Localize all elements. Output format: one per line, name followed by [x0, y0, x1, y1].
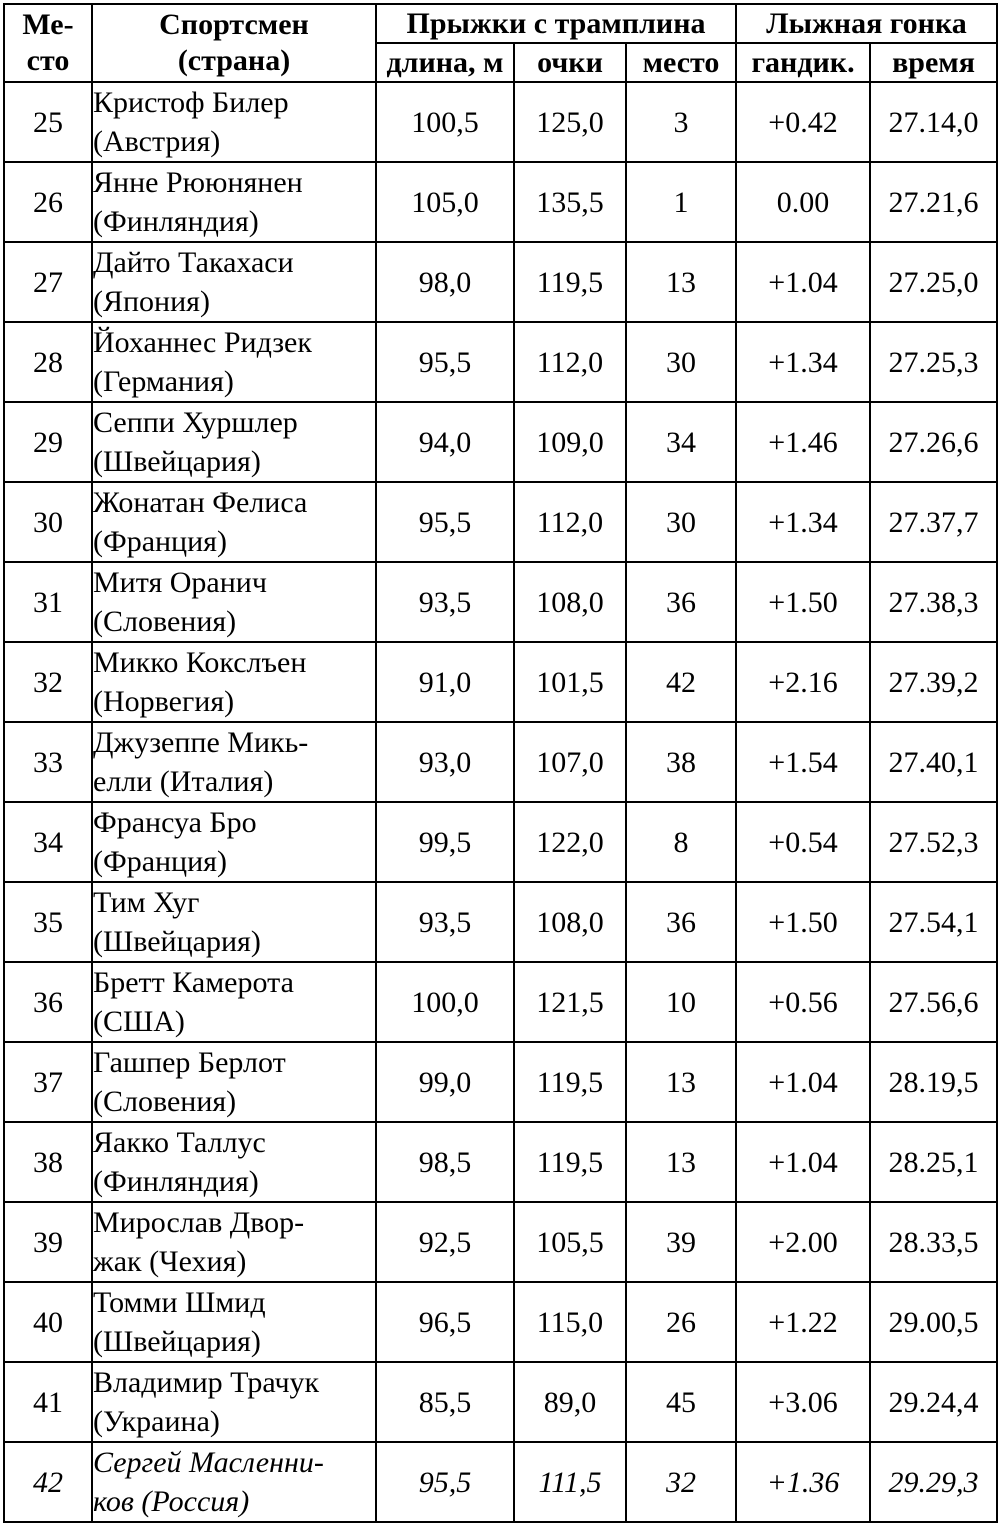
time-cell: 29.24,4 — [870, 1362, 997, 1442]
jump-place-cell: 13 — [626, 1042, 736, 1122]
athlete-cell — [92, 82, 376, 162]
athlete-cell — [92, 722, 376, 802]
time-cell: 27.40,1 — [870, 722, 997, 802]
time-cell: 27.21,6 — [870, 162, 997, 242]
jump-place-header: место — [626, 43, 736, 82]
athlete-name: Франсуа Бро — [93, 806, 257, 839]
athlete-name: Бретт Камерота — [93, 966, 294, 999]
place-header-line1: Ме- — [22, 8, 74, 41]
place-cell: 41 — [4, 1362, 92, 1442]
handicap-cell: +0.42 — [736, 82, 870, 162]
jump-place-cell: 39 — [626, 1202, 736, 1282]
length-header: длина, м — [376, 43, 514, 82]
place-cell: 30 — [4, 482, 92, 562]
header-row-top — [4, 4, 997, 43]
athlete-country: (Австрия) — [93, 125, 221, 158]
length-cell: 100,5 — [376, 82, 514, 162]
points-cell: 125,0 — [514, 82, 626, 162]
table-row — [4, 402, 997, 482]
athlete-cell — [92, 802, 376, 882]
athlete-header — [92, 4, 376, 82]
handicap-cell: +1.46 — [736, 402, 870, 482]
points-cell: 105,5 — [514, 1202, 626, 1282]
length-cell: 93,0 — [376, 722, 514, 802]
table-row — [4, 82, 997, 162]
points-cell: 112,0 — [514, 322, 626, 402]
length-cell: 100,0 — [376, 962, 514, 1042]
points-cell: 119,5 — [514, 242, 626, 322]
time-cell: 27.39,2 — [870, 642, 997, 722]
athlete-name: Джузеппе Микь- — [93, 726, 309, 759]
athlete-name: Сергей Масленни- — [93, 1446, 324, 1479]
athlete-cell — [92, 1122, 376, 1202]
athlete-country: (Швейцария) — [93, 1325, 261, 1358]
athlete-cell — [92, 162, 376, 242]
athlete-cell — [92, 642, 376, 722]
athlete-country: (Германия) — [93, 365, 234, 398]
length-cell: 91,0 — [376, 642, 514, 722]
jump-place-cell: 32 — [626, 1442, 736, 1522]
place-cell: 31 — [4, 562, 92, 642]
handicap-cell: +1.04 — [736, 1122, 870, 1202]
jump-place-cell: 34 — [626, 402, 736, 482]
points-cell: 122,0 — [514, 802, 626, 882]
table-row — [4, 162, 997, 242]
points-cell: 107,0 — [514, 722, 626, 802]
place-cell: 29 — [4, 402, 92, 482]
table-row — [4, 962, 997, 1042]
handicap-cell: +2.16 — [736, 642, 870, 722]
handicap-header: гандик. — [736, 43, 870, 82]
athlete-country: (Швейцария) — [93, 445, 261, 478]
athlete-cell — [92, 242, 376, 322]
points-cell: 111,5 — [514, 1442, 626, 1522]
athlete-cell — [92, 1362, 376, 1442]
athlete-country: (Франция) — [93, 845, 227, 878]
length-cell: 99,5 — [376, 802, 514, 882]
table-row — [4, 1042, 997, 1122]
ski-jumping-header: Прыжки с трамплина — [376, 4, 736, 43]
time-cell: 27.54,1 — [870, 882, 997, 962]
athlete-name: Тим Хуг — [93, 886, 200, 919]
jump-place-cell: 38 — [626, 722, 736, 802]
place-cell: 39 — [4, 1202, 92, 1282]
table-row — [4, 322, 997, 402]
athlete-name: Мирослав Двор- — [93, 1206, 305, 1239]
length-cell: 98,5 — [376, 1122, 514, 1202]
athlete-cell — [92, 482, 376, 562]
table-row-highlighted — [4, 1442, 997, 1522]
points-cell: 109,0 — [514, 402, 626, 482]
athlete-cell — [92, 962, 376, 1042]
table-row — [4, 242, 997, 322]
handicap-cell: +1.34 — [736, 482, 870, 562]
athlete-name: Йоханнес Ридзек — [93, 326, 312, 359]
athlete-country: (Финляндия) — [93, 1165, 259, 1198]
place-cell: 38 — [4, 1122, 92, 1202]
athlete-cell — [92, 402, 376, 482]
table-row — [4, 642, 997, 722]
length-cell: 95,5 — [376, 322, 514, 402]
jump-place-cell: 10 — [626, 962, 736, 1042]
length-cell: 95,5 — [376, 482, 514, 562]
handicap-cell: 0.00 — [736, 162, 870, 242]
handicap-cell: +1.50 — [736, 882, 870, 962]
athlete-country: (Словения) — [93, 1085, 237, 1118]
athlete-cell — [92, 1202, 376, 1282]
handicap-cell: +0.54 — [736, 802, 870, 882]
athlete-name: Янне Рююнянен — [93, 166, 303, 199]
time-cell: 28.33,5 — [870, 1202, 997, 1282]
jump-place-cell: 8 — [626, 802, 736, 882]
length-cell: 98,0 — [376, 242, 514, 322]
athlete-name: Владимир Трачук — [93, 1366, 320, 1399]
length-cell: 96,5 — [376, 1282, 514, 1362]
athlete-country: (Финляндия) — [93, 205, 259, 238]
handicap-cell: +0.56 — [736, 962, 870, 1042]
athlete-country: (Словения) — [93, 605, 237, 638]
athlete-name: Микко Кокслъен — [93, 646, 307, 679]
jump-place-cell: 26 — [626, 1282, 736, 1362]
length-cell: 95,5 — [376, 1442, 514, 1522]
jump-place-cell: 1 — [626, 162, 736, 242]
athlete-cell — [92, 882, 376, 962]
handicap-cell: +1.36 — [736, 1442, 870, 1522]
points-cell: 89,0 — [514, 1362, 626, 1442]
handicap-cell: +1.04 — [736, 1042, 870, 1122]
place-cell: 37 — [4, 1042, 92, 1122]
athlete-country: жак (Чехия) — [93, 1245, 247, 1278]
jump-place-cell: 3 — [626, 82, 736, 162]
athlete-header-line2: (страна) — [177, 44, 291, 77]
time-cell: 27.26,6 — [870, 402, 997, 482]
table-row — [4, 482, 997, 562]
points-cell: 121,5 — [514, 962, 626, 1042]
athlete-country: (Украина) — [93, 1405, 220, 1438]
athlete-cell — [92, 1282, 376, 1362]
points-header: очки — [514, 43, 626, 82]
time-cell: 28.25,1 — [870, 1122, 997, 1202]
place-cell: 34 — [4, 802, 92, 882]
athlete-country: (Япония) — [93, 285, 210, 318]
cross-country-header: Лыжная гонка — [736, 4, 997, 43]
athlete-country: (Швейцария) — [93, 925, 261, 958]
athlete-country: (США) — [93, 1005, 185, 1038]
table-row — [4, 1122, 997, 1202]
athlete-country: ков (Россия) — [93, 1485, 250, 1518]
length-cell: 85,5 — [376, 1362, 514, 1442]
place-cell: 28 — [4, 322, 92, 402]
athlete-name: Гашпер Берлот — [93, 1046, 286, 1079]
place-cell: 26 — [4, 162, 92, 242]
place-cell: 27 — [4, 242, 92, 322]
points-cell: 115,0 — [514, 1282, 626, 1362]
time-cell: 27.37,7 — [870, 482, 997, 562]
points-cell: 119,5 — [514, 1042, 626, 1122]
handicap-cell: +3.06 — [736, 1362, 870, 1442]
athlete-name: Митя Оранич — [93, 566, 267, 599]
athlete-country: (Норвегия) — [93, 685, 235, 718]
table-row — [4, 882, 997, 962]
athlete-cell — [92, 1442, 376, 1522]
time-header: время — [870, 43, 997, 82]
length-cell: 93,5 — [376, 562, 514, 642]
length-cell: 93,5 — [376, 882, 514, 962]
time-cell: 27.14,0 — [870, 82, 997, 162]
place-cell: 42 — [4, 1442, 92, 1522]
time-cell: 28.19,5 — [870, 1042, 997, 1122]
athlete-name: Дайто Такахаси — [93, 246, 294, 279]
handicap-cell: +1.04 — [736, 242, 870, 322]
table-row — [4, 1202, 997, 1282]
place-cell: 40 — [4, 1282, 92, 1362]
jump-place-cell: 36 — [626, 882, 736, 962]
table-row — [4, 802, 997, 882]
handicap-cell: +1.34 — [736, 322, 870, 402]
athlete-name: Сеппи Хуршлер — [93, 406, 298, 439]
athlete-name: Томми Шмид — [93, 1286, 266, 1319]
points-cell: 108,0 — [514, 562, 626, 642]
athlete-name: Жонатан Фелиса — [93, 486, 308, 519]
place-cell: 25 — [4, 82, 92, 162]
time-cell: 27.25,3 — [870, 322, 997, 402]
points-cell: 108,0 — [514, 882, 626, 962]
jump-place-cell: 30 — [626, 322, 736, 402]
jump-place-cell: 13 — [626, 242, 736, 322]
results-table — [3, 3, 998, 1523]
handicap-cell: +1.50 — [736, 562, 870, 642]
athlete-cell — [92, 322, 376, 402]
jump-place-cell: 42 — [626, 642, 736, 722]
place-cell: 36 — [4, 962, 92, 1042]
athlete-country: (Франция) — [93, 525, 227, 558]
jump-place-cell: 36 — [626, 562, 736, 642]
handicap-cell: +1.54 — [736, 722, 870, 802]
time-cell: 27.56,6 — [870, 962, 997, 1042]
table-row — [4, 722, 997, 802]
place-cell: 33 — [4, 722, 92, 802]
points-cell: 112,0 — [514, 482, 626, 562]
athlete-header-line1: Спортсмен — [159, 8, 309, 41]
athlete-name: Кристоф Билер — [93, 86, 289, 119]
jump-place-cell: 30 — [626, 482, 736, 562]
place-cell: 35 — [4, 882, 92, 962]
place-header — [4, 4, 92, 82]
table-row — [4, 562, 997, 642]
time-cell: 27.25,0 — [870, 242, 997, 322]
athlete-cell — [92, 1042, 376, 1122]
length-cell: 105,0 — [376, 162, 514, 242]
athlete-cell — [92, 562, 376, 642]
handicap-cell: +2.00 — [736, 1202, 870, 1282]
points-cell: 135,5 — [514, 162, 626, 242]
place-header-line2: сто — [26, 44, 70, 77]
table-body — [4, 82, 997, 1522]
table-row — [4, 1362, 997, 1442]
athlete-country: елли (Италия) — [93, 765, 274, 798]
table-row — [4, 1282, 997, 1362]
time-cell: 29.00,5 — [870, 1282, 997, 1362]
place-cell: 32 — [4, 642, 92, 722]
points-cell: 101,5 — [514, 642, 626, 722]
athlete-name: Яакко Таллус — [93, 1126, 266, 1159]
length-cell: 99,0 — [376, 1042, 514, 1122]
time-cell: 29.29,3 — [870, 1442, 997, 1522]
handicap-cell: +1.22 — [736, 1282, 870, 1362]
jump-place-cell: 13 — [626, 1122, 736, 1202]
time-cell: 27.52,3 — [870, 802, 997, 882]
jump-place-cell: 45 — [626, 1362, 736, 1442]
length-cell: 94,0 — [376, 402, 514, 482]
time-cell: 27.38,3 — [870, 562, 997, 642]
length-cell: 92,5 — [376, 1202, 514, 1282]
table-header — [4, 4, 997, 82]
points-cell: 119,5 — [514, 1122, 626, 1202]
